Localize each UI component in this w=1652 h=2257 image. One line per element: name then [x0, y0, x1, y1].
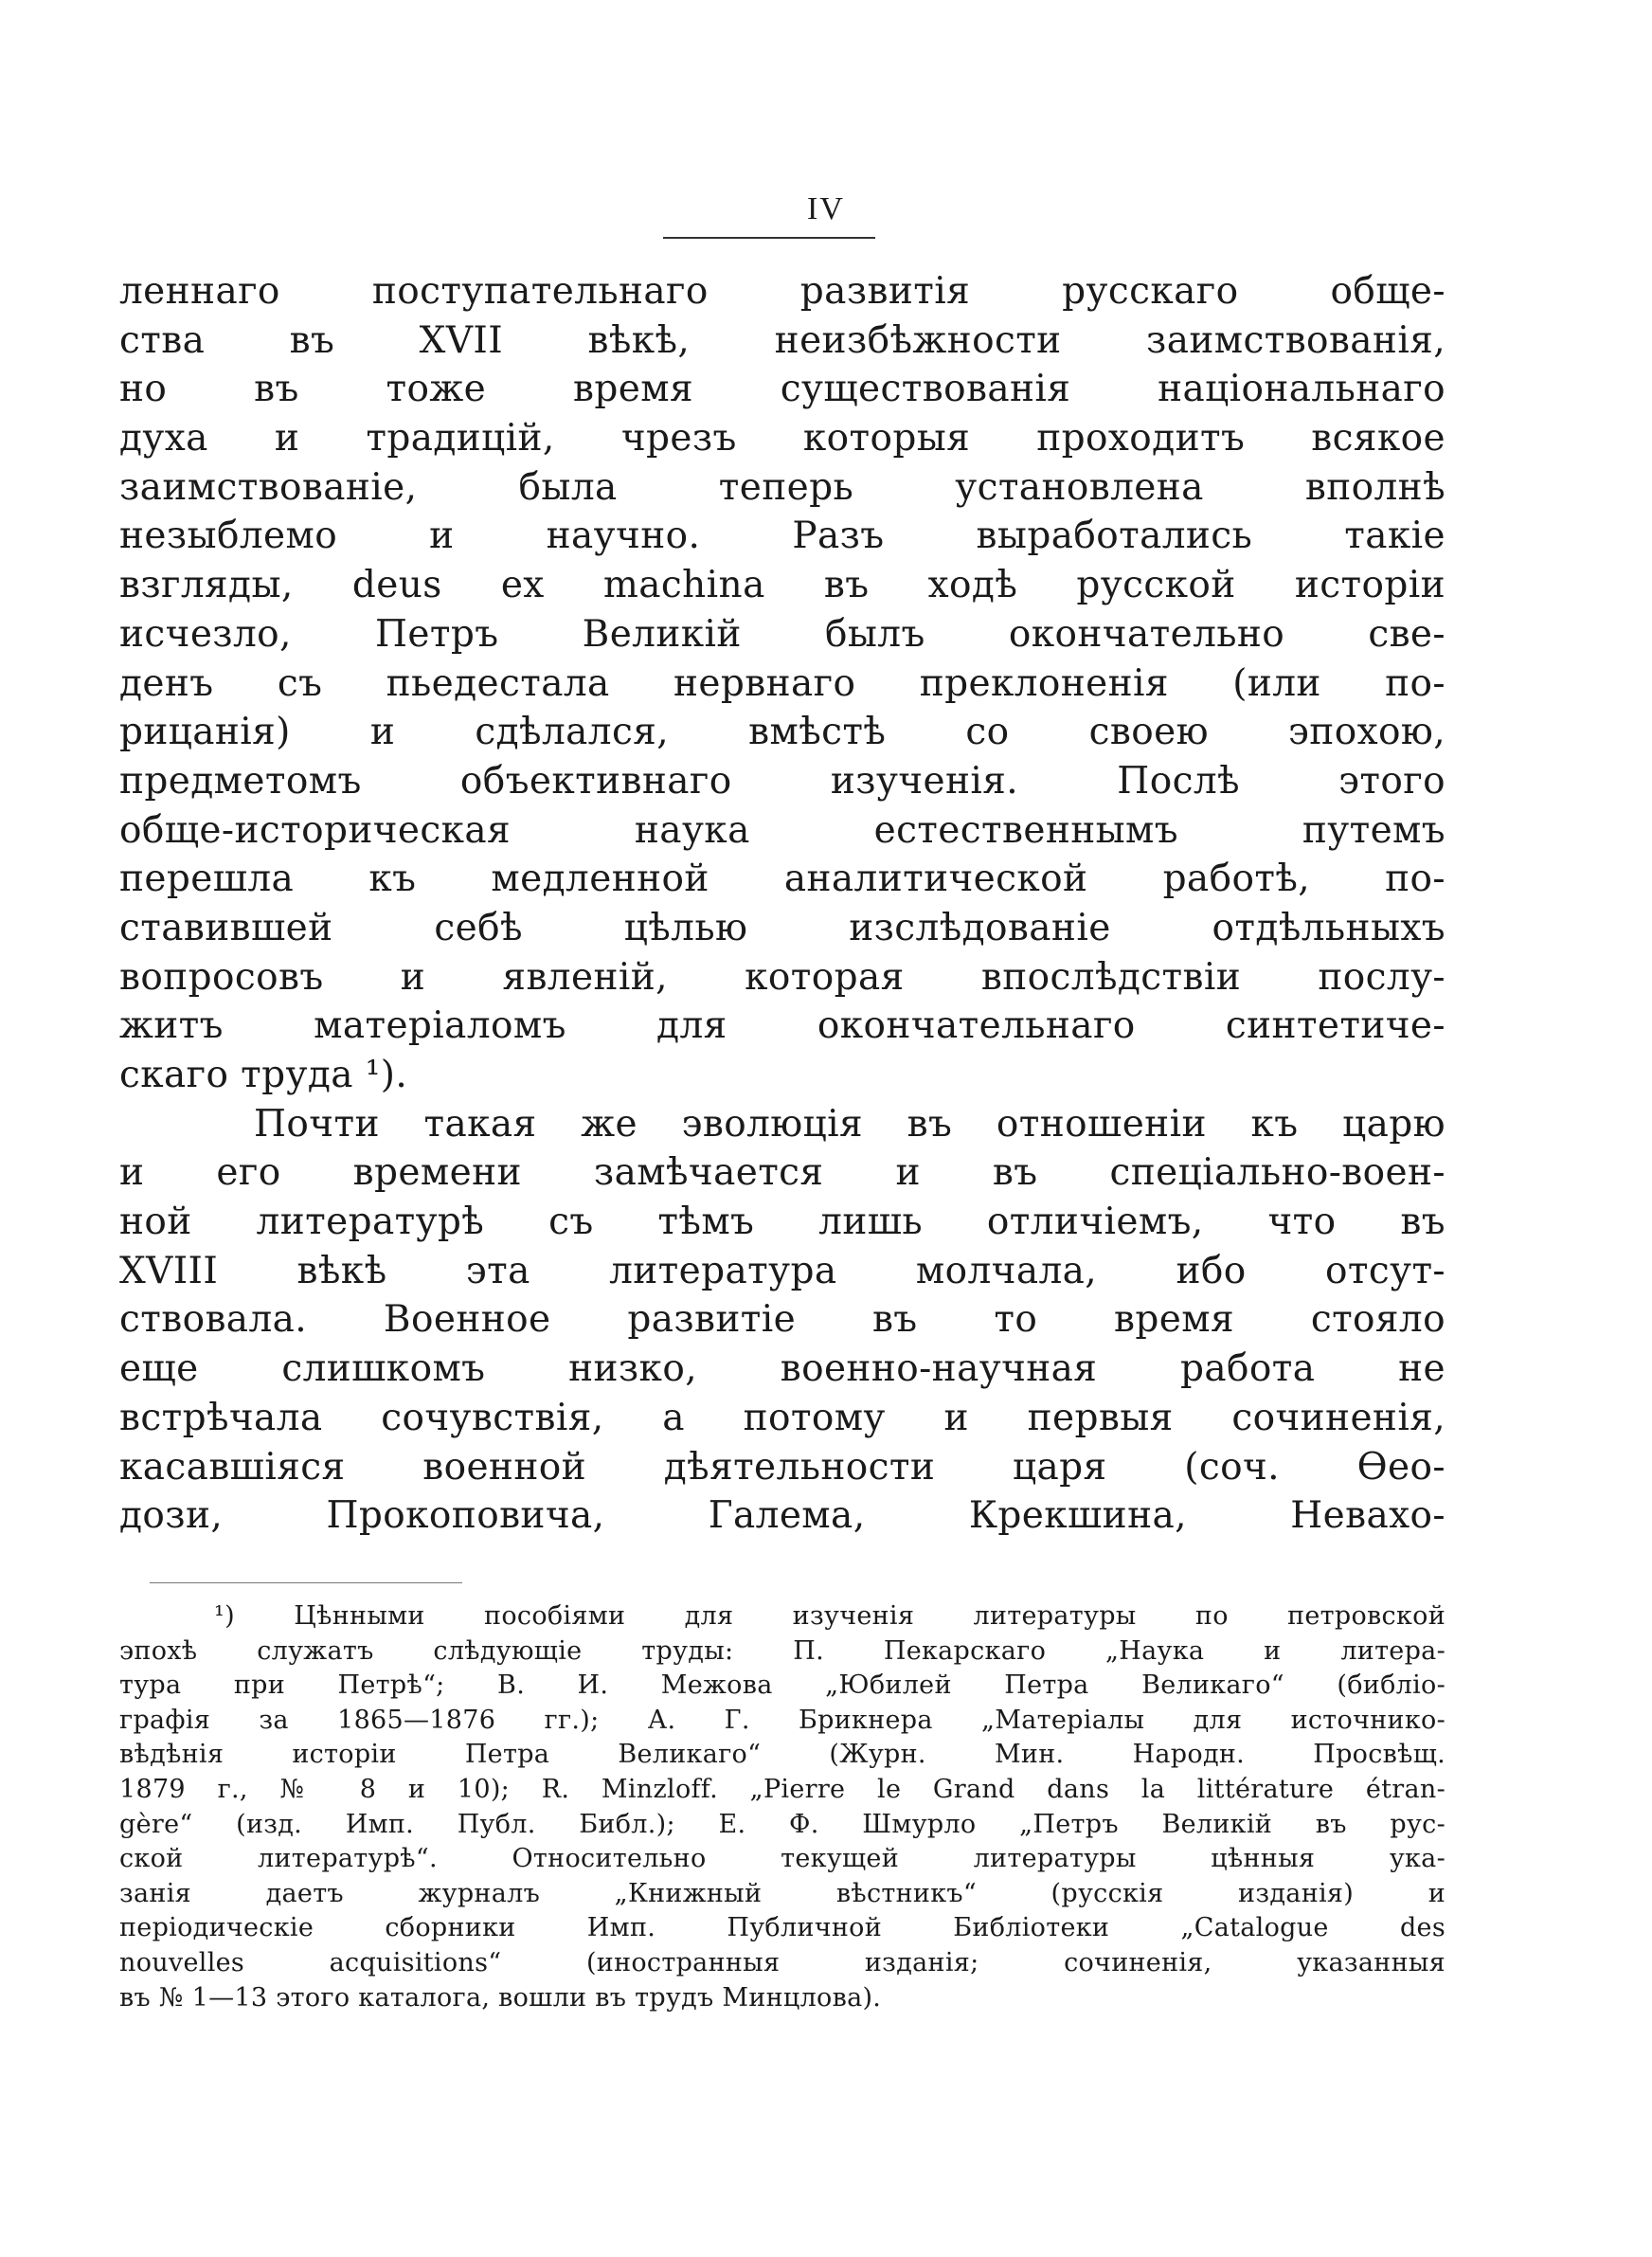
text-line: заимствованіе, была теперь установлена вполнѣ: [119, 465, 1446, 509]
footnote-line: ской литературѣ“. Относительно текущей литературы цѣнныя ука-: [119, 1844, 1446, 1874]
footnote-line: nouvelles acquisitions“ (иностранныя изданія; сочиненія, указанныя: [119, 1947, 1446, 1977]
text-line: исчезло, Петръ Великій былъ окончательно све-: [119, 612, 1446, 656]
text-line: ствовала. Военное развитіе въ то время стояло: [119, 1298, 1446, 1342]
footnote-line: gère“ (изд. Имп. Публ. Библ.); Е. Ф. Шмурло „Петръ Великій въ рус-: [119, 1809, 1446, 1839]
footnote-line: ¹) Цѣнными пособіями для изученія литературы по петровской: [214, 1601, 1446, 1631]
text-line: духа и традицій, чрезъ которыя проходитъ всякое: [119, 417, 1446, 460]
footnote-line: графія за 1865—1876 гг.); А. Г. Брикнера „Матеріалы для источнико-: [119, 1705, 1446, 1735]
text-line: скаго труда ¹).: [119, 1054, 408, 1096]
text-line: рицанія) и сдѣлался, вмѣстѣ со своею эпохою,: [119, 711, 1446, 754]
text-line: дози, Прокоповича, Галема, Крекшина, Невахо-: [119, 1494, 1446, 1538]
text-line: но въ тоже время существованія національнаго: [119, 368, 1446, 411]
text-line: ной литературѣ съ тѣмъ лишь отличіемъ, что въ: [119, 1201, 1446, 1244]
footnote-line: вѣдѣнія исторіи Петра Великаго“ (Журн. Мин. Народн. Просвѣщ.: [119, 1740, 1446, 1770]
footnote-line: въ № 1—13 этого каталога, вошли въ трудъ Минцлова).: [119, 1982, 882, 2013]
footnotes: [119, 1599, 1446, 2015]
text-line: ства въ XVII вѣкѣ, неизбѣжности заимствованія,: [119, 318, 1446, 362]
text-line: незыблемо и научно. Разъ выработались такіе: [119, 515, 1446, 558]
footnote-rule: [150, 1582, 462, 1583]
text-line: встрѣчала сочувствія, а потому и первыя сочиненія,: [119, 1396, 1446, 1439]
text-line: еще слишкомъ низко, военно-научная работа не: [119, 1347, 1446, 1391]
text-line: вопросовъ и явленій, которая впослѣдствіи послу-: [119, 955, 1446, 999]
text-line: леннаго поступательнаго развитія русскаго обще-: [119, 270, 1446, 313]
footnote-line: періодическіе сборники Имп. Публичной Библіотеки „Catalogue des: [119, 1913, 1446, 1943]
footnote-line: 1879 г., № 8 и 10); R. Minzloff. „Pierre le Grand dans la littérature étran-: [119, 1774, 1446, 1804]
main-text: [119, 267, 1446, 1541]
text-line: касавшіяся военной дѣятельности царя (соч. Ѳео-: [119, 1445, 1446, 1489]
text-line: ставившей себѣ цѣлью изслѣдованіе отдѣльныхъ: [119, 906, 1446, 949]
text-line: Почти такая же эволюція въ отношеніи къ царю: [254, 1102, 1446, 1146]
footnote-line: тура при Петрѣ“; В. И. Межова „Юбилей Петра Великаго“ (библіо-: [119, 1670, 1446, 1701]
text-line: обще-историческая наука естественнымъ путемъ: [119, 808, 1446, 852]
footnote-line: эпохѣ служатъ слѣдующіе труды: П. Пекарскаго „Наука и литера-: [119, 1635, 1446, 1666]
text-line: взгляды, deus ex machina въ ходѣ русской исторіи: [119, 564, 1446, 607]
text-line: XVIII вѣкѣ эта литература молчала, ибо отсут-: [119, 1249, 1446, 1292]
text-line: житъ матеріаломъ для окончательнаго синтетиче-: [119, 1004, 1446, 1048]
footnote-line: занія даетъ журналъ „Книжный вѣстникъ“ (русскія изданія) и: [119, 1878, 1446, 1908]
page-number: IV: [807, 191, 845, 226]
text-line: и его времени замѣчается и въ спеціально-воен-: [119, 1151, 1446, 1195]
text-line: предметомъ объективнаго изученія. Послѣ этого: [119, 759, 1446, 803]
text-line: перешла къ медленной аналитической работѣ, по-: [119, 858, 1446, 901]
header-rule: [663, 237, 875, 239]
text-line: денъ съ пьедестала нервнаго преклоненія (или по-: [119, 661, 1446, 705]
